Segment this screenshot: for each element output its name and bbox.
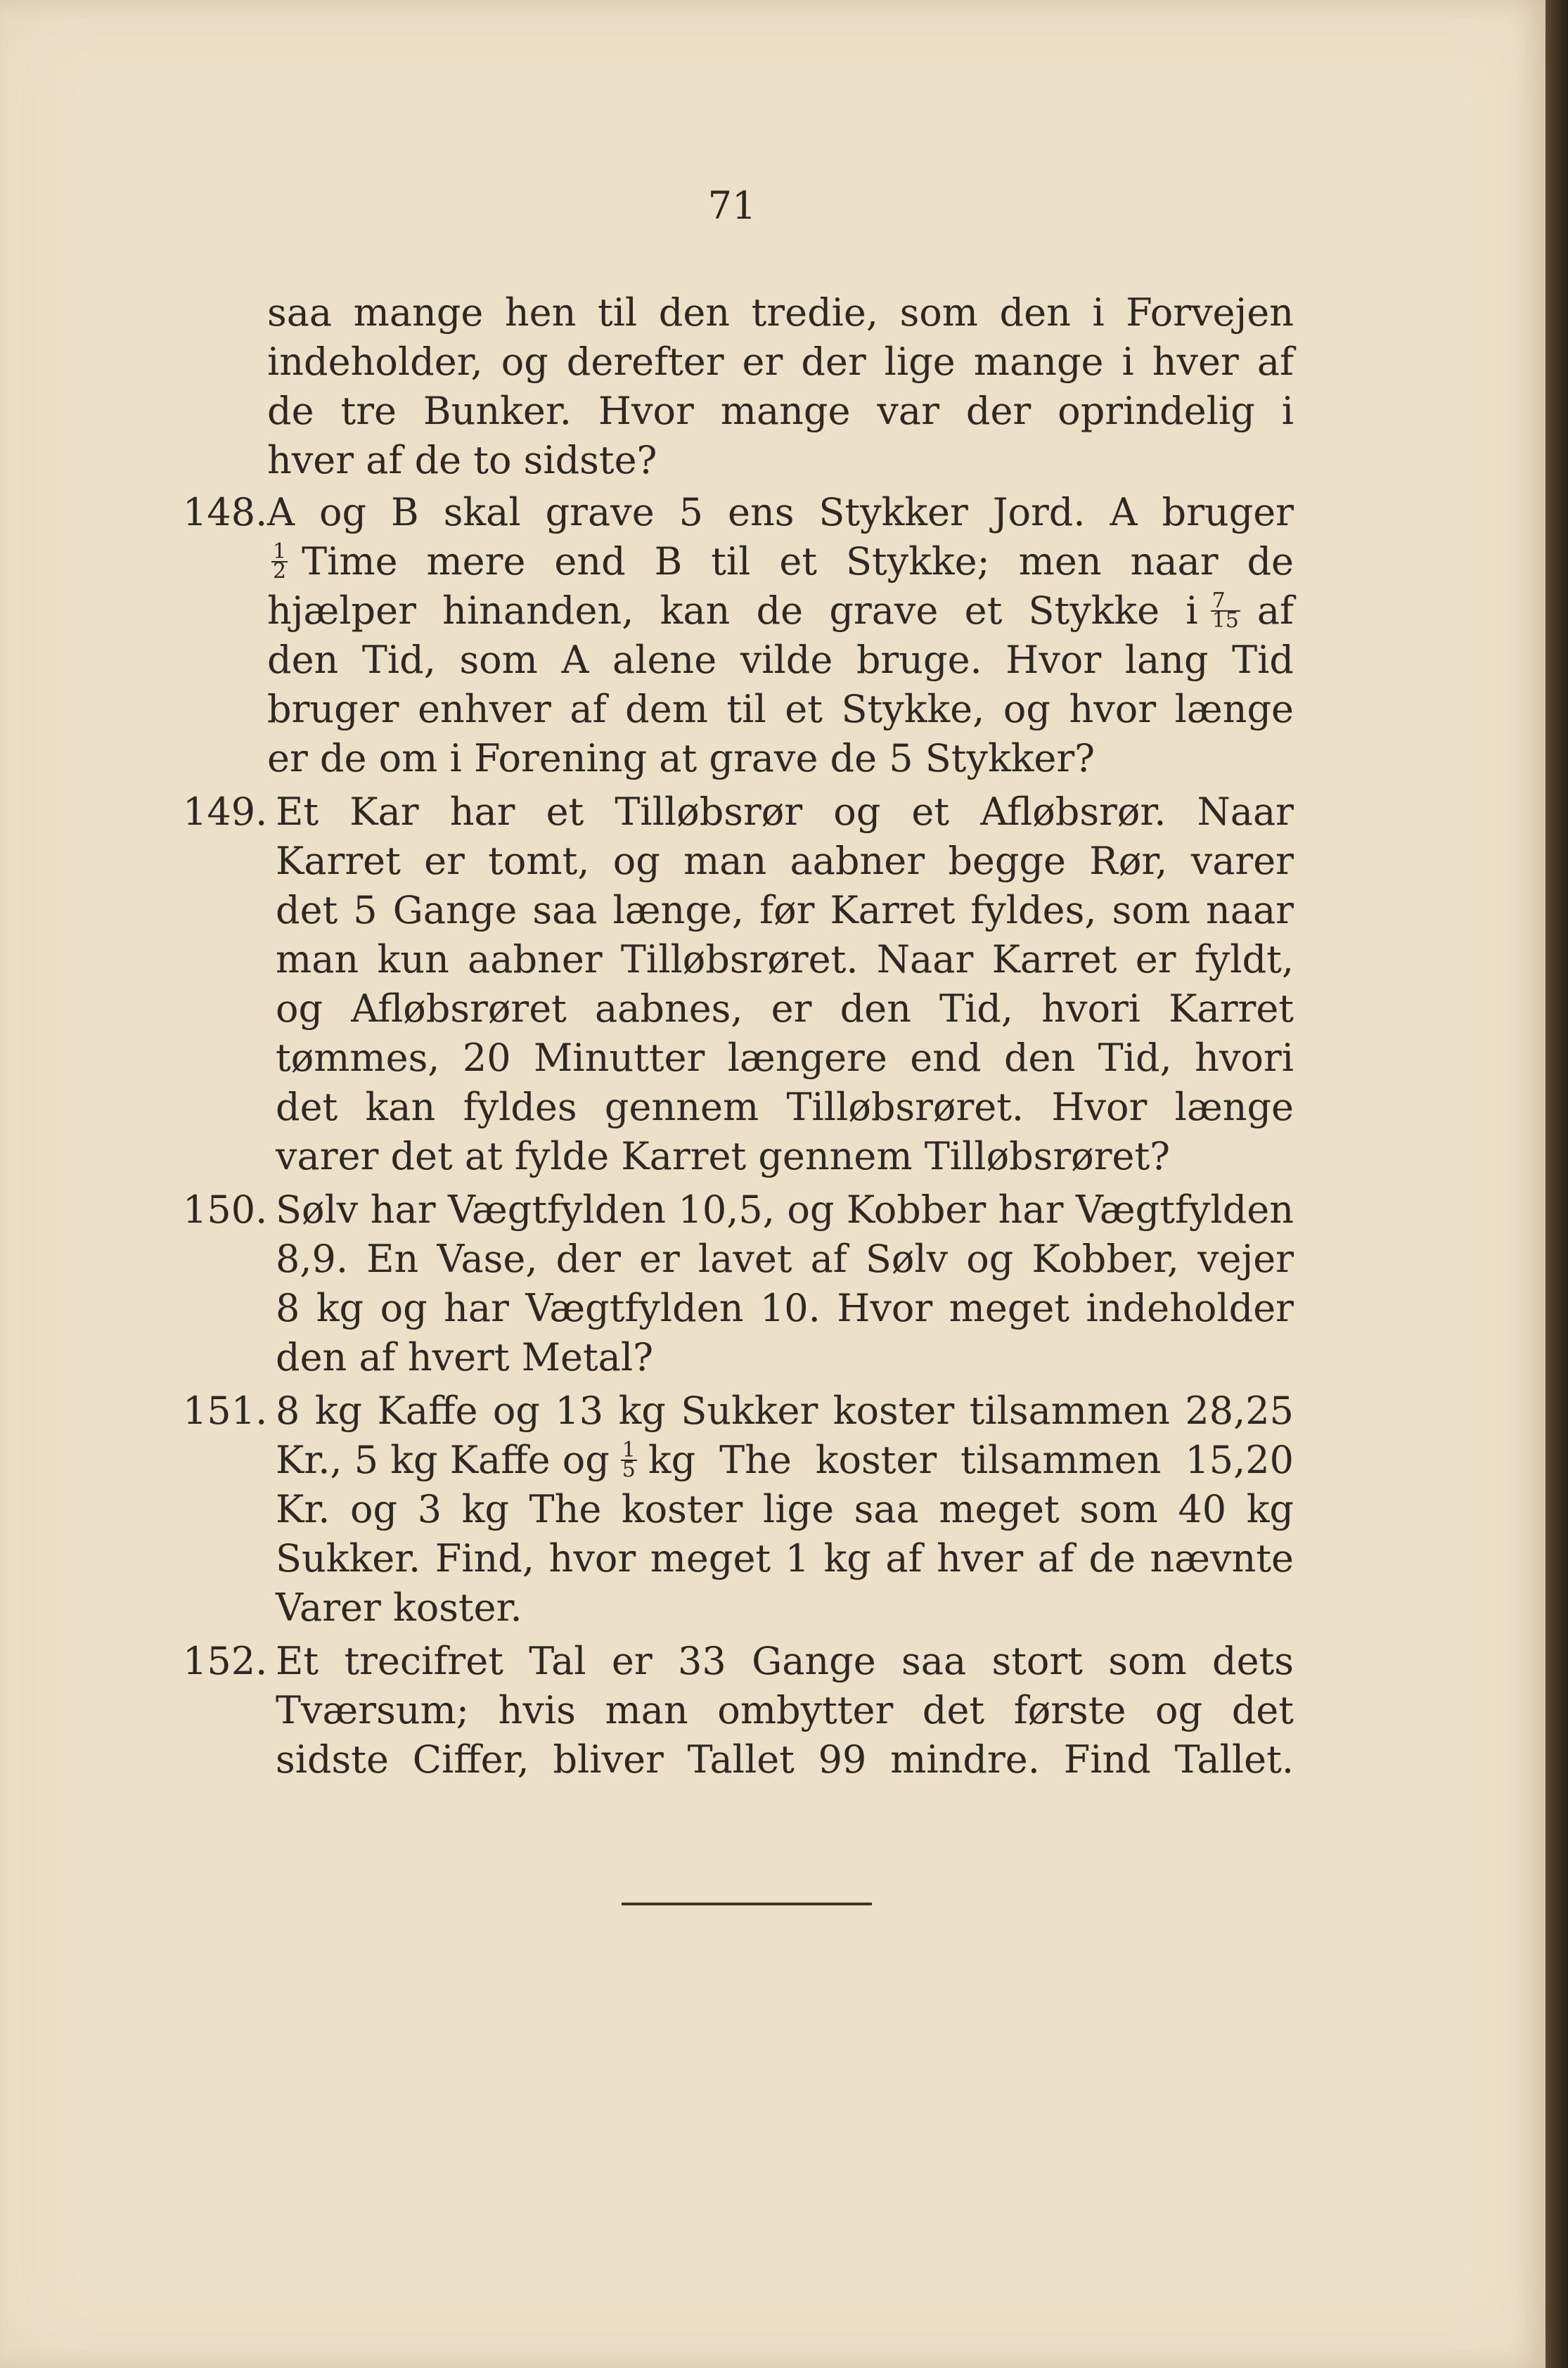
problem-151-line: Kr. og 3 kg The koster lige saa meget som 40 kg: [276, 1487, 1294, 1531]
page-number: 71: [707, 184, 757, 228]
problem-148-line: [267, 586, 1294, 636]
problem-148-line: den Tid, som A alene vilde bruge. Hvor lang Tid: [267, 638, 1294, 682]
intro-line: indeholder, og derefter er der lige mange i hver af: [267, 340, 1294, 384]
problem-150-line: 8,9. En Vase, der er lavet af Sølv og Kobber, vejer: [276, 1237, 1294, 1281]
problem-151-line: [276, 1436, 1294, 1485]
problem-149-line: det kan fyldes gennem Tilløbsrøret. Hvor længe: [276, 1085, 1294, 1129]
problem-149-line: man kun aabner Tilløbsrøret. Naar Karret er fyldt,: [276, 937, 1294, 982]
problem-151-line: 8 kg Kaffe og 13 kg Sukker koster tilsammen 28,25: [276, 1389, 1294, 1433]
intro-line: de tre Bunker. Hvor mange var der oprindelig i: [267, 389, 1294, 433]
problem-149-line: og Afløbsrøret aabnes, er den Tid, hvori Karret: [276, 986, 1294, 1031]
problem-152-line: Tværsum; hvis man ombytter det første og det: [276, 1688, 1294, 1732]
problem-148-line-text: Time mere end B til et Stykke; men naar de: [302, 539, 1294, 584]
problem-151-line-text: kg The koster tilsammen 15,20: [648, 1438, 1294, 1482]
intro-line: saa mange hen til den tredie, som den i Forvejen: [267, 290, 1294, 335]
problem-150-line: Sølv har Vægtfylden 10,5, og Kobber har Vægtfylden: [276, 1188, 1294, 1232]
fraction-one-half: $\frac{1}{2}$: [273, 539, 287, 584]
problem-152-line: sidste Ciffer, bliver Tallet 99 mindre. Find Tallet.: [276, 1737, 1294, 1782]
page-edge: [1545, 0, 1568, 2368]
problem-number-151: 151.: [183, 1389, 268, 1433]
problem-number-148: 148.: [183, 490, 268, 534]
problem-151-line: Varer koster.: [276, 1585, 522, 1630]
problem-number-150: 150.: [183, 1188, 268, 1232]
problem-149-line: tømmes, 20 Minutter længere end den Tid, hvori: [276, 1036, 1294, 1080]
problem-151-line-text: Kr., 5 kg Kaffe og: [276, 1438, 610, 1482]
problem-150-line: den af hvert Metal?: [276, 1335, 654, 1379]
problem-148-line: [267, 537, 1294, 586]
problem-148-line-text: hjælper hinanden, kan de grave et Stykke i: [267, 588, 1198, 633]
problem-149-line: varer det at fylde Karret gennem Tilløbsrøret?: [276, 1134, 1171, 1178]
problem-number-152: 152.: [183, 1639, 268, 1683]
problem-148-line: bruger enhver af dem til et Stykke, og hvor længe: [267, 687, 1294, 731]
problem-151-line: Sukker. Find, hvor meget 1 kg af hver af de nævnte: [276, 1536, 1294, 1581]
section-divider: [622, 1903, 872, 1905]
problem-148-line: A og B skal grave 5 ens Stykker Jord. A bruger: [267, 490, 1294, 534]
problem-148-line-tail: af: [1257, 588, 1294, 633]
problem-149-line: Et Kar har et Tilløbsrør og et Afløbsrør. Naar: [276, 790, 1294, 834]
problem-148-line: er de om i Forening at grave de 5 Stykker?: [267, 736, 1095, 780]
problem-number-149: 149.: [183, 790, 268, 834]
problem-149-line: det 5 Gange saa længe, før Karret fyldes, som naar: [276, 888, 1294, 932]
problem-152-line: Et trecifret Tal er 33 Gange saa stort som dets: [276, 1639, 1294, 1683]
problem-149-line: Karret er tomt, og man aabner begge Rør, varer: [276, 839, 1294, 883]
intro-line: hver af de to sidste?: [267, 438, 657, 482]
fraction-seven-fifteenths: $\frac{7}{15}$: [1212, 588, 1239, 633]
fraction-one-fifth: $\frac{1}{5}$: [622, 1438, 636, 1482]
problem-150-line: 8 kg og har Vægtfylden 10. Hvor meget indeholder: [276, 1286, 1294, 1330]
